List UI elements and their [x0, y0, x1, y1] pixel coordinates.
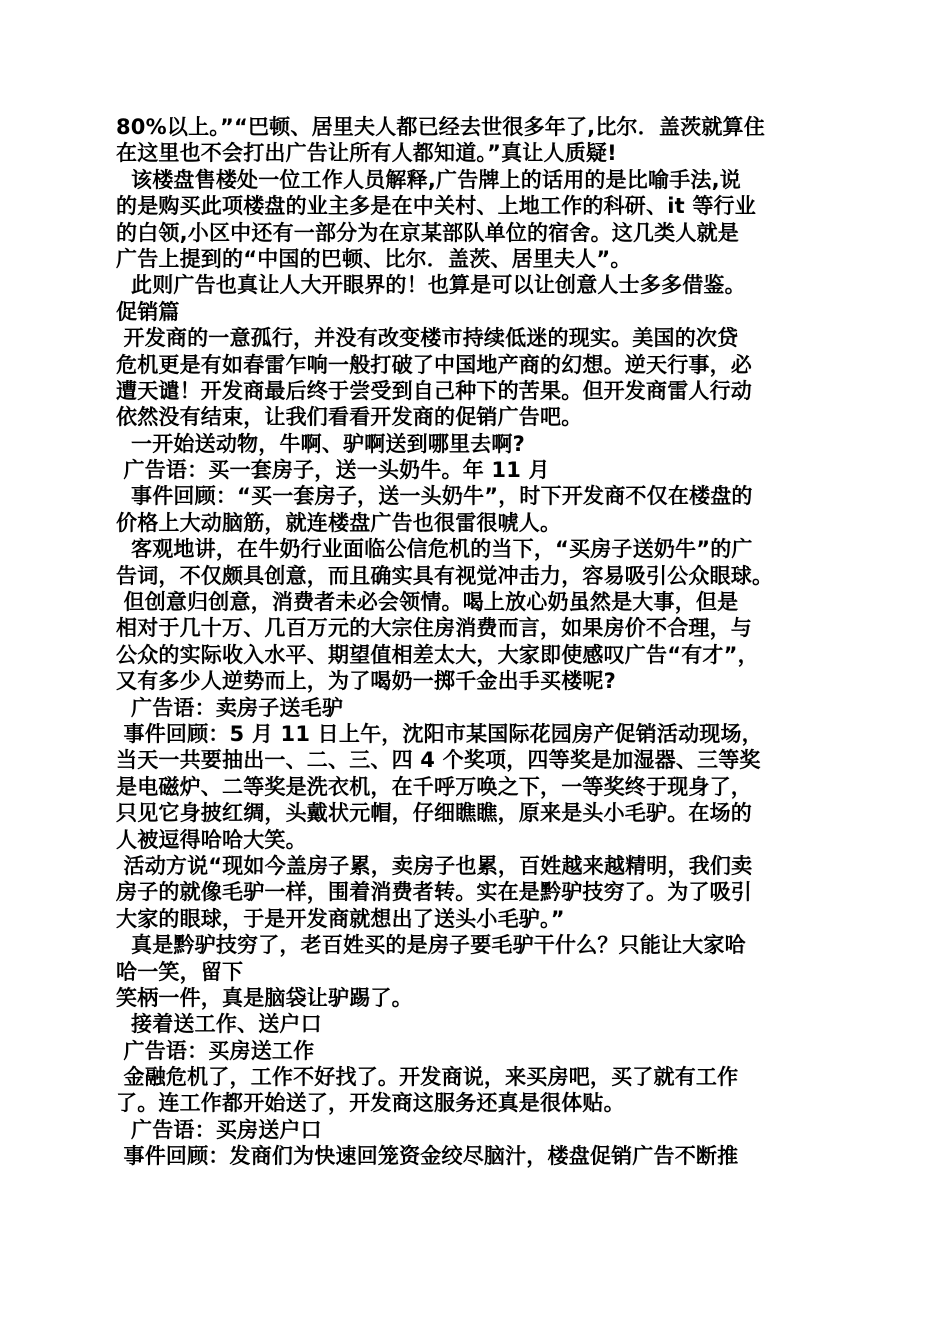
section-heading: 促销篇 [116, 299, 180, 324]
text-line: 只见它身披红绸，头戴状元帽，仔细瞧瞧，原来是头小毛驴。在场的 [116, 801, 752, 826]
text-line: 是电磁炉、二等奖是洗衣机，在千呼万唤之下，一等奖终于现身了， [116, 774, 752, 799]
text-line: 广告上提到的“中国的巴顿、比尔．盖茨、居里夫人”。 [116, 246, 632, 271]
text-line: 事件回顾：“买一套房子，送一头奶牛”，时下开发商不仅在楼盘的 [116, 484, 753, 509]
text-line: 哈一笑，留下 [116, 959, 244, 984]
text-line: 在这里也不会打出广告让所有人都知道。”真让人质疑! [116, 141, 617, 166]
text-line: 相对于几十万、几百万元的大宗住房消费而言，如果房价不合理，与 [116, 616, 752, 641]
text-line: 危机更是有如春雷乍响一般打破了中国地产商的幻想。逆天行事，必 [116, 352, 752, 377]
text-line: 接着送工作、送户口 [116, 1012, 322, 1037]
text-line: 广告语：买一套房子，送一头奶牛。年 11 月 [116, 458, 550, 483]
text-line: 公众的实际收入水平、期望值相差太大，大家即使感叹广告“有才”， [116, 642, 759, 667]
text-line: 开发商的一意孤行，并没有改变楼市持续低迷的现实。美国的次贷 [116, 326, 739, 351]
text-line: 依然没有结束，让我们看看开发商的促销广告吧。 [116, 405, 583, 430]
text-line: 80%以上。”“巴顿、居里夫人都已经去世很多年了,比尔．盖茨就算住 [116, 115, 765, 139]
text-line: 广告语：买房送户口 [116, 1117, 322, 1142]
text-line: 当天一共要抽出一、二、三、四 4 个奖项，四等奖是加湿器、三等奖 [116, 748, 761, 773]
text-line: 但创意归创意，消费者未必会领情。喝上放心奶虽然是大事，但是 [116, 590, 739, 615]
text-line: 事件回顾：发商们为快速回笼资金绞尽脑汁，楼盘促销广告不断推 [116, 1144, 739, 1169]
text-line: 一开始送动物，牛啊、驴啊送到哪里去啊? [116, 431, 526, 456]
text-line: 广告语：买房送工作 [116, 1038, 315, 1063]
document-body [116, 114, 846, 1170]
text-line: 的是购买此项楼盘的业主多是在中关村、上地工作的科研、it 等行业 [116, 194, 756, 219]
text-line: 笑柄一件，真是脑袋让驴踢了。 [116, 985, 413, 1010]
text-line: 事件回顾：5 月 11 日上午，沈阳市某国际花园房产促销活动现场， [116, 721, 763, 746]
text-line: 的白领,小区中还有一部分为在京某部队单位的宿舍。这几类人就是 [116, 220, 739, 245]
text-line: 房子的就像毛驴一样，围着消费者转。实在是黔驴技穷了。为了吸引 [116, 880, 752, 905]
text-line: 告词，不仅颇具创意，而且确实具有视觉冲击力，容易吸引公众眼球。 [116, 563, 774, 588]
text-line: 此则广告也真让人大开眼界的！也算是可以让创意人士多多借鉴。 [116, 273, 746, 298]
text-line: 又有多少人逆势而上，为了喝奶一掷千金出手买楼呢? [116, 669, 616, 694]
text-line: 活动方说“现如今盖房子累，卖房子也累，百姓越来越精明，我们卖 [116, 853, 753, 878]
text-line: 价格上大动脑筋，就连楼盘广告也很雷很唬人。 [116, 510, 562, 535]
text-line: 广告语：卖房子送毛驴 [116, 695, 344, 720]
text-line: 人被逗得哈哈大笑。 [116, 827, 307, 852]
text-line: 客观地讲，在牛奶行业面临公信危机的当下，“买房子送奶牛”的广 [116, 537, 753, 562]
text-line: 遭天谴！开发商最后终于尝受到自己种下的苦果。但开发商雷人行动 [116, 378, 752, 403]
text-line: 了。连工作都开始送了，开发商这服务还真是很体贴。 [116, 1091, 625, 1116]
text-line: 大家的眼球，于是开发商就想出了送头小毛驴。” [116, 906, 565, 931]
text-line: 该楼盘售楼处一位工作人员解释,广告牌上的话用的是比喻手法,说 [116, 167, 741, 192]
text-line: 金融危机了，工作不好找了。开发商说，来买房吧，买了就有工作 [116, 1065, 739, 1090]
text-line: 真是黔驴技穷了，老百姓买的是房子要毛驴干什么？只能让大家哈 [116, 933, 746, 958]
